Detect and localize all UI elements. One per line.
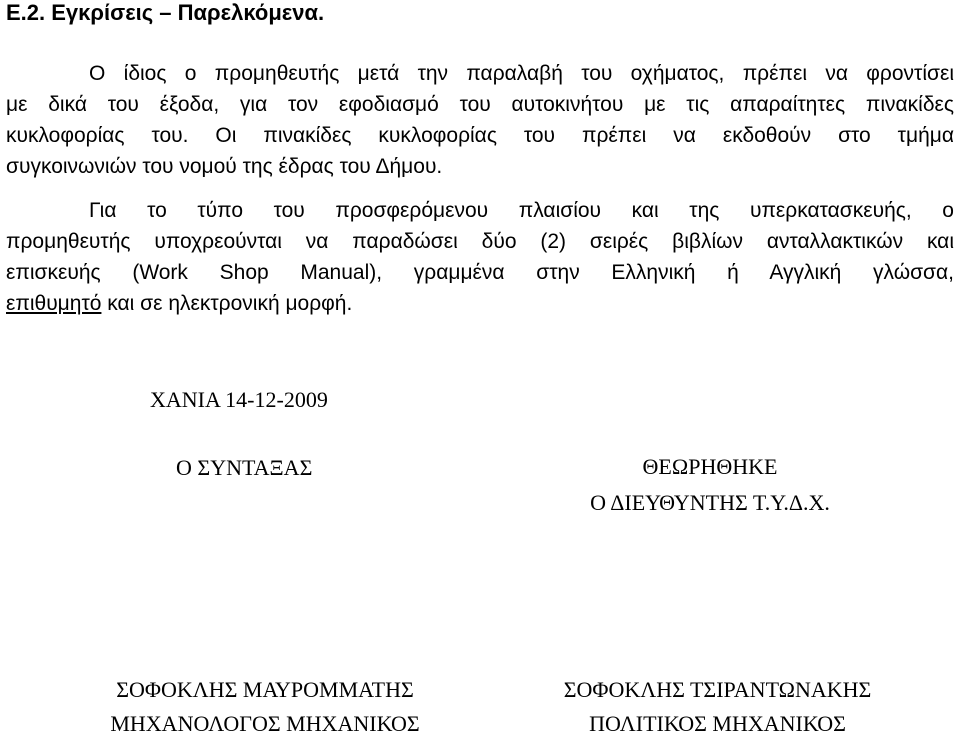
author-signature-block [40,673,490,741]
paragraph-line: Ο ίδιος ο προμηθευτής μετά την παραλαβή του οχήματος, πρέπει να φροντίσει [89,62,954,85]
approval-status: ΘΕΩΡΗΘΗΚΕ [642,454,778,479]
section-heading: Ε.2. Εγκρίσεις – Παρελκόμενα. [6,0,325,25]
director-name: ΣΟΦΟΚΛΗΣ ΤΣΙΡΑΝΤΩΝΑΚΗΣ [563,677,872,702]
author-name: ΣΟΦΟΚΛΗΣ ΜΑΥΡΟΜΜΑΤΗΣ [116,677,414,702]
paragraph-line: προμηθευτής υποχρεούνται να παραδώσει δύο (2) σειρές βιβλίων ανταλλακτικών και [6,230,954,253]
paragraph-registration [6,58,954,182]
paragraph-line [6,288,954,319]
approval-block [560,449,860,521]
paragraph-manuals [6,195,954,319]
underlined-word: επιθυμητό [6,292,102,315]
paragraph-line-rest: και σε ηλεκτρονική μορφή. [101,292,353,315]
date-line: ΧΑΝΙΑ 14-12-2009 [150,387,328,412]
director-role: Ο ΔΙΕΥΘΥΝΤΗΣ Τ.Υ.Δ.Χ. [590,490,830,515]
director-signature-block [490,673,945,741]
paragraph-line: συγκοινωνιών του νομού της έδρας του Δήμου. [6,155,443,178]
paragraph-line: με δικά του έξοδα, για τον εφοδιασμό του αυτοκινήτου με τις απαραίτητες πινακίδες [6,93,954,116]
director-title: ΠΟΛΙΤΙΚΟΣ ΜΗΧΑΝΙΚΟΣ [589,711,846,736]
paragraph-line: κυκλοφορίας του. Οι πινακίδες κυκλοφορίας του πρέπει να εκδοθούν στο τμήμα [6,124,954,147]
paragraph-line: επισκευής (Work Shop Manual), γραμμένα στην Ελληνική ή Αγγλική γλώσσα, [6,261,954,284]
paragraph-line: Για το τύπο του προσφερόμενου πλαισίου και της υπερκατασκευής, ο [89,199,954,222]
author-title: ΜΗΧΑΝΟΛΟΓΟΣ ΜΗΧΑΝΙΚΟΣ [110,711,420,736]
author-role: Ο ΣΥΝΤΑΞΑΣ [176,455,313,480]
